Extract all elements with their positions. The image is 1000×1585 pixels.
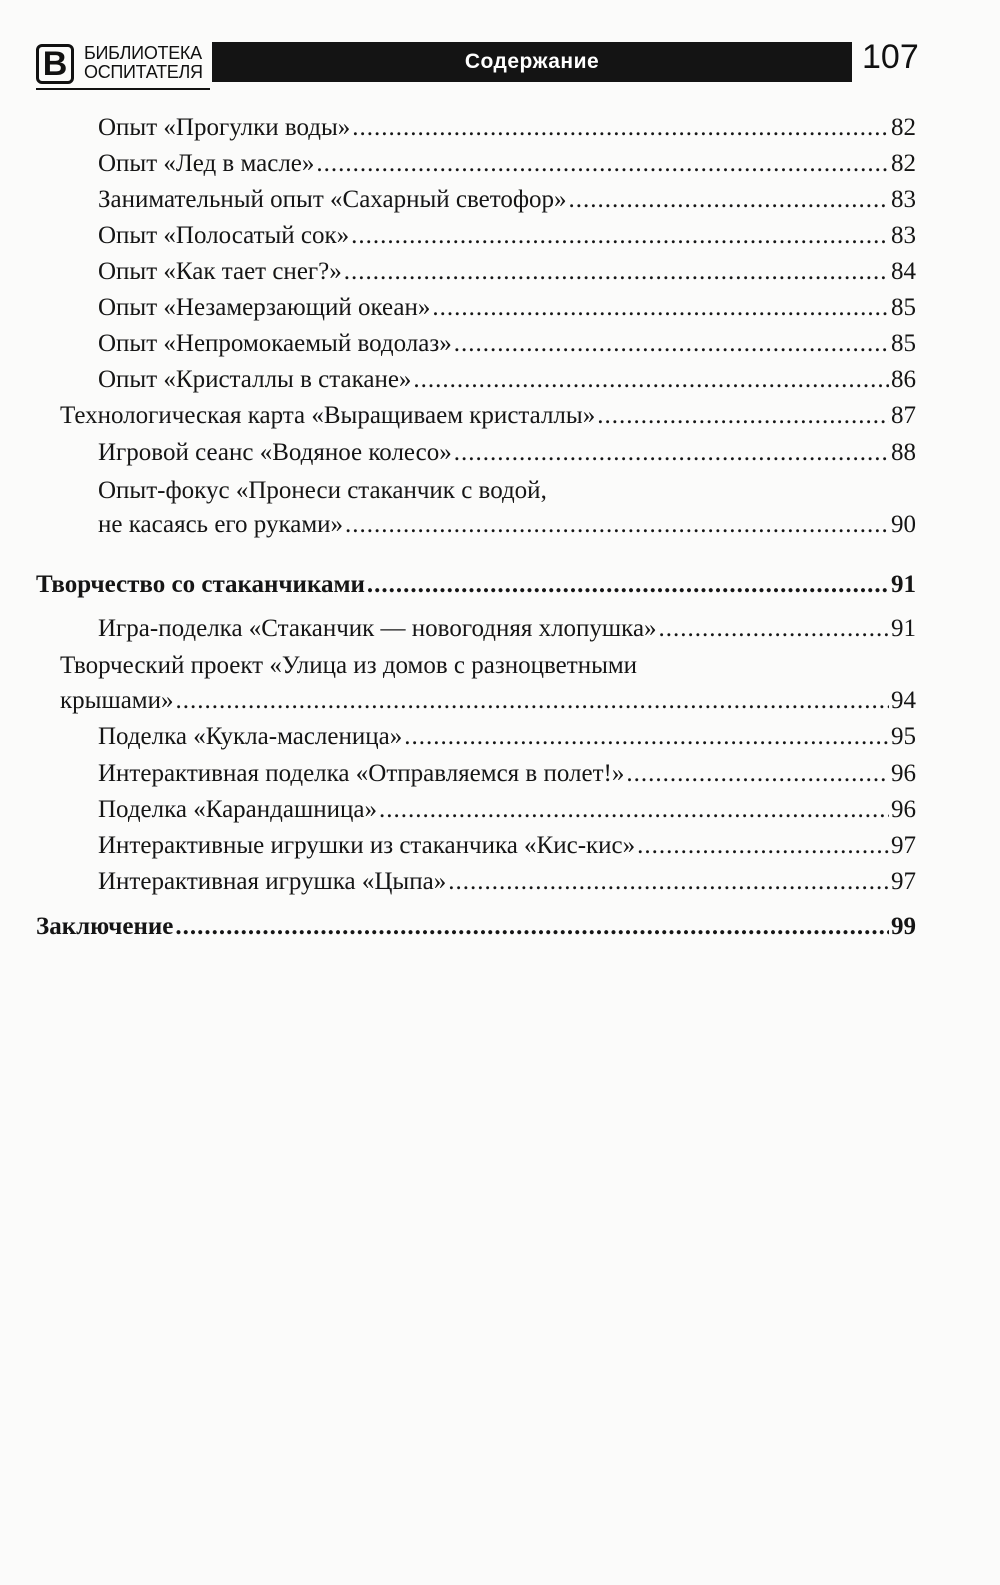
dot-leader [597,398,889,434]
toc-entry-page: 82 [891,114,916,141]
section-title: Содержание [464,50,600,73]
toc-entry [98,756,916,792]
dot-leader [352,110,889,146]
toc-entry-title: Игровой сеанс «Водяное колесо» [98,439,452,466]
dot-leader [367,567,889,603]
toc-entry-title: Интерактивная поделка «Отправляемся в полет!» [98,760,625,787]
dot-leader [175,909,889,945]
toc-entry [98,362,916,398]
toc-entry-page: 94 [891,687,916,714]
series-name-line1: БИБЛИОТЕКА [84,43,202,63]
logo-letter: В [42,45,68,83]
dot-leader [316,146,889,182]
toc-entry-page: 95 [891,723,916,750]
toc-entry-title: Интерактивные игрушки из стаканчика «Кис-кис» [98,832,636,859]
toc-entry-title-line1: Опыт-фокус «Пронеси стаканчик с водой, [98,477,547,504]
toc-section-heading [36,567,916,603]
dot-leader [659,611,889,647]
toc-entry-title: Опыт «Полосатый сок» [98,222,350,249]
toc-entry-title-line1: Творческий проект «Улица из домов с разноцветными [60,652,638,679]
toc-entry-page: 85 [891,294,916,321]
dot-leader [569,182,889,218]
toc-entry-title-line2: крышами» [60,687,174,714]
toc-entry-title: Технологическая карта «Выращиваем кристаллы» [60,402,596,429]
toc-entry-title: Опыт «Кристаллы в стакане» [98,366,412,393]
toc-entry-page: 90 [891,511,916,538]
toc-entry-title: Опыт «Как тает снег?» [98,258,342,285]
toc-entry-title: Занимательный опыт «Сахарный светофор» [98,186,567,213]
dot-leader [413,362,889,398]
toc-entry [98,435,916,471]
toc-entry-page: 91 [891,571,916,598]
series-logo [36,44,74,84]
toc-entry [98,110,916,146]
toc-entry-page: 85 [891,330,916,357]
toc-entry-page: 87 [891,402,916,429]
toc-entry [60,683,916,719]
toc-entry-title: Опыт «Непромокаемый водолаз» [98,330,452,357]
toc-entry [98,719,916,755]
toc-entry [98,146,916,182]
dot-leader [448,864,889,900]
toc-entry [98,218,916,254]
toc-entry [98,507,916,543]
toc-entry [98,254,916,290]
toc-section-heading [36,909,916,945]
dot-leader [344,254,889,290]
toc-entry-title: Игра-поделка «Стаканчик — новогодняя хлопушка» [98,615,657,642]
toc-entry-page: 84 [891,258,916,285]
toc-entry [98,611,916,647]
dot-leader [432,290,889,326]
toc-entry [98,182,916,218]
toc-entry [98,290,916,326]
toc-entry-title: Опыт «Незамерзающий океан» [98,294,431,321]
series-name [84,44,203,82]
toc-entry-page: 83 [891,186,916,213]
dot-leader [351,218,889,254]
toc-entry [98,792,916,828]
series-name-line2: ОСПИТАТЕЛЯ [84,62,203,82]
toc-entry [98,828,916,864]
toc-entry-page: 82 [891,150,916,177]
toc-entry-title: Поделка «Карандашница» [98,796,377,823]
section-title-bar [212,42,852,82]
toc-entry-page: 86 [891,366,916,393]
toc-entry [98,326,916,362]
dot-leader [345,507,889,543]
toc-entry-title: Поделка «Кукла-масленица» [98,723,403,750]
toc-entry-title: Заключение [36,913,174,940]
toc-entry-title: Творчество со стаканчиками [36,571,365,598]
dot-leader [454,435,889,471]
toc-entry-page: 88 [891,439,916,466]
toc-entry-title: Интерактивная игрушка «Цыпа» [98,868,447,895]
dot-leader [404,719,889,755]
toc-entry-page: 83 [891,222,916,249]
dot-leader [176,683,890,719]
toc-entry [60,398,916,434]
toc-entry-page: 99 [891,913,916,940]
dot-leader [626,756,889,792]
dot-leader [454,326,889,362]
toc-entry-title: Опыт «Прогулки воды» [98,114,351,141]
dot-leader [379,792,889,828]
toc-entry-page: 91 [891,615,916,642]
dot-leader [637,828,889,864]
page-header [0,0,1000,100]
toc-entry-title: Опыт «Лед в масле» [98,150,315,177]
header-rule [36,88,210,90]
toc-entry-page: 97 [891,868,916,895]
toc-entry-page: 96 [891,796,916,823]
page-number: 107 [862,38,919,76]
toc-entry-page: 96 [891,760,916,787]
toc-entry-title-line2: не касаясь его руками» [98,511,344,538]
toc-entry-page: 97 [891,832,916,859]
toc-entry [98,864,916,900]
